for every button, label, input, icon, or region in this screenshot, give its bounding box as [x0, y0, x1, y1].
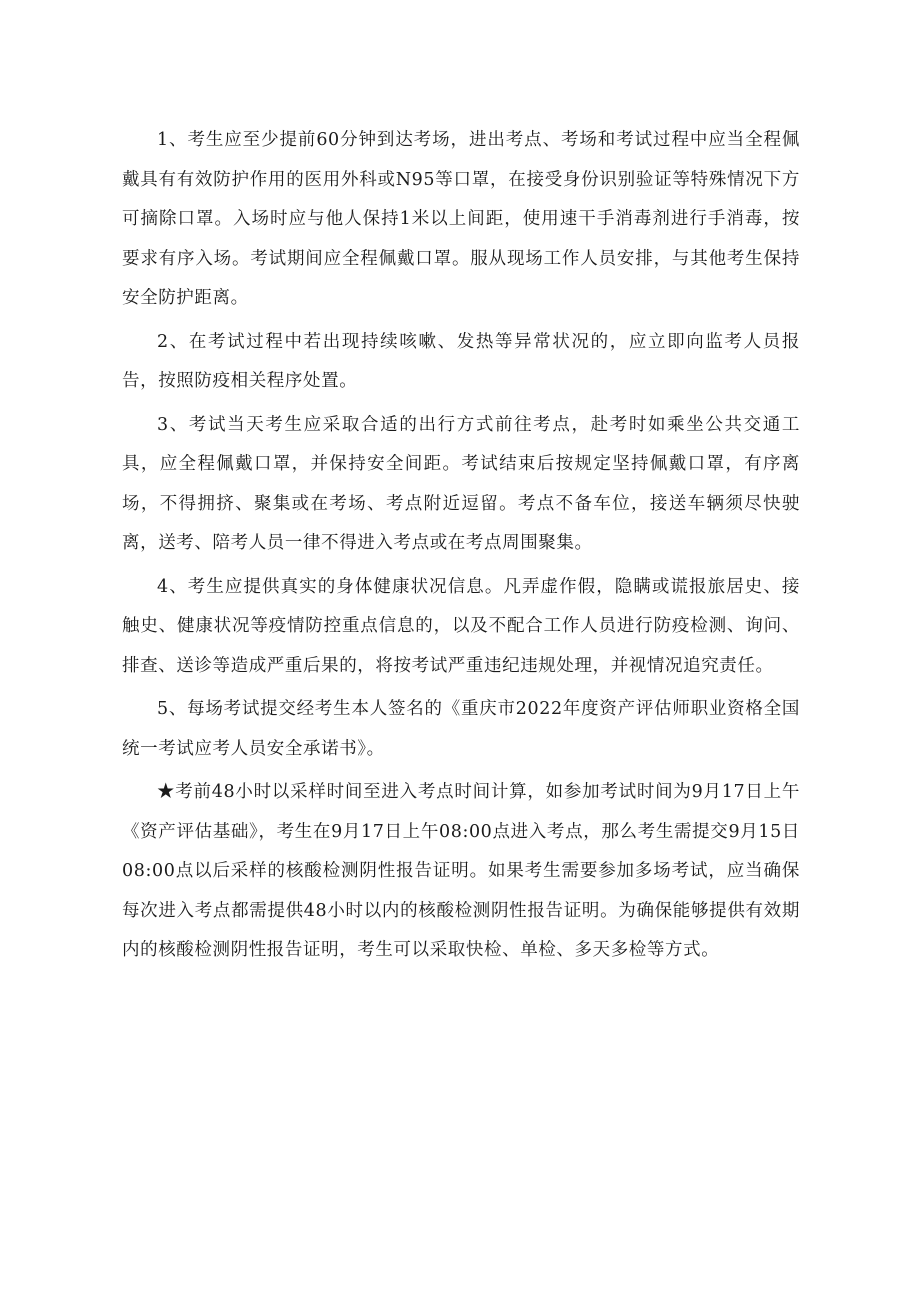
paragraph-3: 3、考试当天考生应采取合适的出行方式前往考点，赴考时如乘坐公共交通工具，应全程佩戴口罩，并保持安全间距。考试结束后按规定坚持佩戴口罩，有序离场，不得拥挤、聚集或在考场、考点附近逗留。考点不备车位，接送车辆须尽快驶离，送考、陪考人员一律不得进入考点或在考点周围聚集。 — [122, 414, 800, 553]
paragraph-5: 5、每场考试提交经考生本人签名的《重庆市2022年度资产评估师职业资格全国统一考试应考人员安全承诺书》。 — [122, 699, 800, 759]
document-body — [122, 121, 800, 975]
paragraph-note: ★考前48小时以采样时间至进入考点时间计算，如参加考试时间为9月17日上午《资产评估基础》，考生在9月17日上午08:00点进入考点，那么考生需提交9月15日08:00点以后采样的核酸检测阴性报告证明。如果考生需要参加多场考试，应当确保每次进入考点都需提供48小时以内的核酸检测阴性报告证明。为确保能够提供有效期内的核酸检测阴性报告证明，考生可以采取快检、单检、多天多检等方式。 — [122, 782, 800, 960]
paragraph-1: 1、考生应至少提前60分钟到达考场，进出考点、考场和考试过程中应当全程佩戴具有有效防护作用的医用外科或N95等口罩，在接受身份识别验证等特殊情况下方可摘除口罩。入场时应与他人保持1米以上间距，使用速干手消毒剂进行手消毒，按要求有序入场。考试期间应全程佩戴口罩。服从现场工作人员安排，与其他考生保持安全防护距离。 — [122, 130, 800, 308]
paragraph-4: 4、考生应提供真实的身体健康状况信息。凡弄虚作假，隐瞒或谎报旅居史、接触史、健康状况等疫情防控重点信息的，以及不配合工作人员进行防疫检测、询问、排查、送诊等造成严重后果的，将按考试严重违纪违规处理，并视情况追究责任。 — [122, 576, 800, 676]
paragraph-2: 2、在考试过程中若出现持续咳嗽、发热等异常状况的，应立即向监考人员报告，按照防疫相关程序处置。 — [122, 331, 800, 391]
